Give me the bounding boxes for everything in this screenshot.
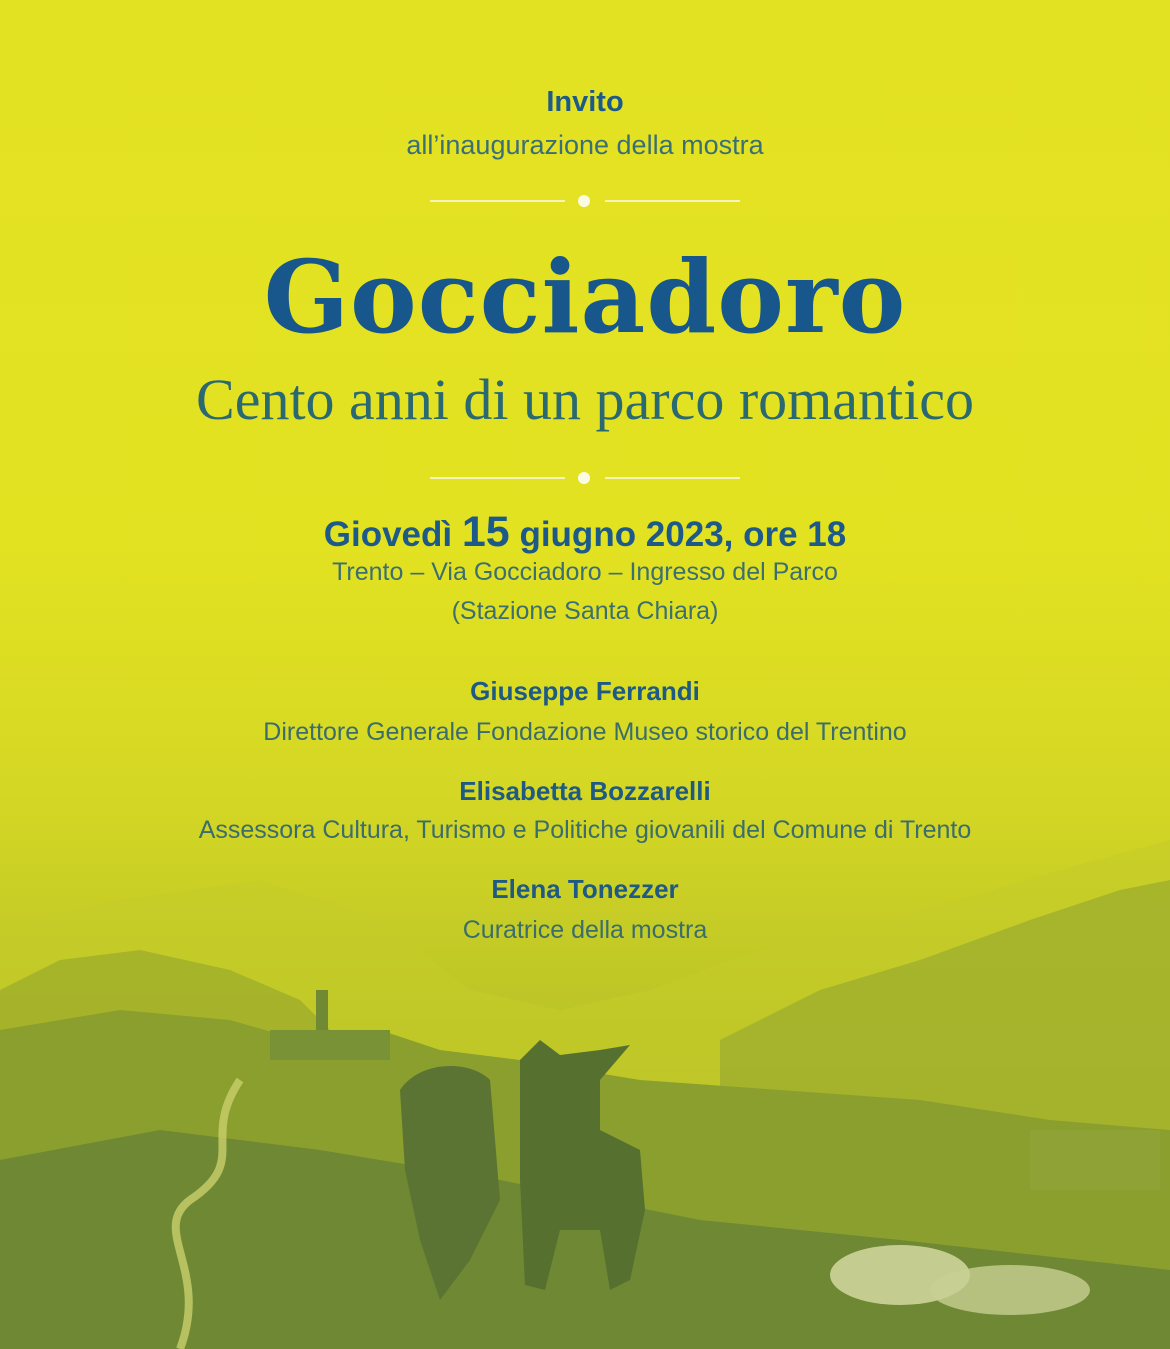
speaker-name: Elisabetta Bozzarelli: [459, 776, 711, 806]
speaker-role: Assessora Cultura, Turismo e Politiche giovanili del Comune di Trento: [198, 816, 972, 844]
exhibition-subtitle: Cento anni di un parco romantico: [196, 367, 974, 432]
dot-ornament: [578, 472, 590, 484]
exhibition-title: Gocciadoro: [263, 238, 907, 356]
event-date: [0, 508, 1170, 557]
divider-top: [430, 194, 740, 208]
speaker-role: Direttore Generale Fondazione Museo storico del Trentino: [263, 718, 907, 746]
speaker-role: Curatrice della mostra: [462, 916, 708, 944]
dot-ornament: [578, 195, 590, 207]
date-weekday: Giovedì: [323, 515, 453, 554]
divider-bottom: [430, 471, 740, 485]
speaker-name: Giuseppe Ferrandi: [470, 676, 700, 706]
date-day: 15: [461, 508, 510, 556]
speaker-name: Elena Tonezzer: [491, 874, 679, 904]
invito-heading: Invito: [546, 86, 624, 118]
event-location-note: (Stazione Santa Chiara): [451, 597, 719, 625]
invito-subheading: all’inaugurazione della mostra: [406, 130, 764, 160]
date-rest: giugno 2023, ore 18: [519, 515, 847, 554]
event-location: Trento – Via Gocciadoro – Ingresso del Parco: [332, 558, 838, 586]
